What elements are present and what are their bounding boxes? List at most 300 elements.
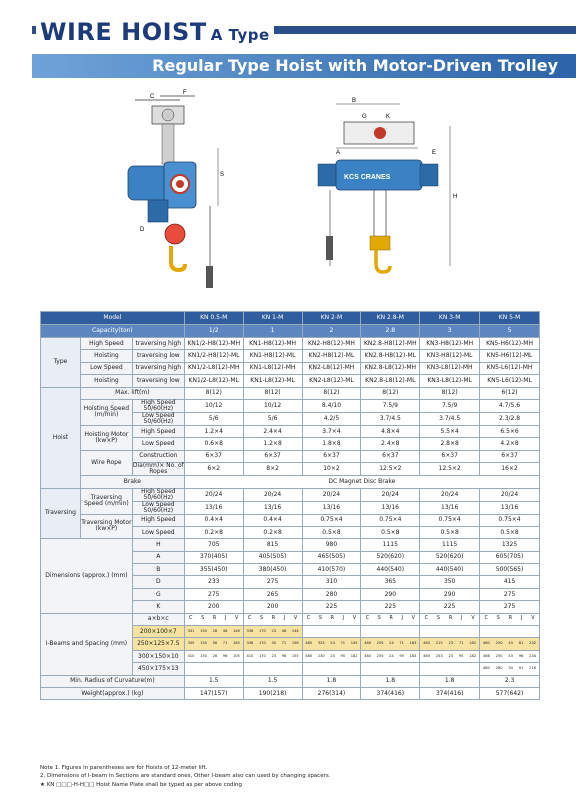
- value-cell: 20/24: [480, 488, 540, 501]
- ibeam-col-label: C: [247, 615, 252, 621]
- dim-label-d: D: [140, 227, 145, 233]
- value-cell: 233: [184, 576, 243, 588]
- row-label: Weight(approx.) (kg): [41, 687, 185, 699]
- value-cell: KN3-L8(12)-ML: [420, 375, 480, 387]
- row-label: Hoisting Speed (m/min): [80, 399, 132, 425]
- dim-label-e: E: [432, 150, 437, 156]
- ibeam-col-label: J: [401, 615, 403, 621]
- ibeam-value: 43: [508, 653, 513, 658]
- value-cell: KN2.8-H8(12)-MH: [361, 338, 420, 350]
- value-cell: 374(416): [361, 687, 420, 699]
- value-cell: 0.2×8: [243, 526, 302, 538]
- row-label: Hoisting Motor (kw×P): [80, 425, 132, 450]
- value-cell: 5.5×4: [420, 425, 480, 437]
- value-cell: 276(314): [302, 687, 361, 699]
- ibeam-value: 30: [271, 641, 277, 646]
- ibeam-value: 146: [232, 628, 240, 633]
- group-label: Type: [41, 338, 81, 388]
- row-sublabel: High Speed 50/60(Hz): [132, 399, 184, 412]
- ibeam-col-label: J: [224, 615, 227, 621]
- ibeam-cell: [243, 663, 302, 675]
- value-cell: 1115: [361, 539, 420, 551]
- type-row: [41, 338, 540, 350]
- ibeam-cell: [302, 663, 361, 675]
- ibeam-col-label: V: [411, 615, 415, 621]
- value-cell: 0.5×8: [480, 526, 540, 538]
- row-label: I-Beams and Spacing (mm): [41, 613, 133, 675]
- ibeam-value: 182: [469, 653, 477, 658]
- row-label: High Speed: [80, 338, 132, 350]
- value-cell: 12.5×2: [361, 463, 420, 476]
- ibeam-value: 280: [495, 666, 503, 671]
- value-cell: 4.8×4: [361, 425, 420, 437]
- value-cell: 8.4/10: [302, 399, 361, 412]
- value-cell: 20/24: [420, 488, 480, 501]
- ibeam-value: 336: [246, 641, 254, 646]
- value-cell: 13/16: [480, 501, 540, 514]
- value-cell: 6(12): [480, 387, 540, 399]
- ibeam-value: 71: [340, 641, 346, 646]
- value-cell: 10/12: [184, 399, 243, 412]
- row-label: Traversing Motor (kw×P): [80, 514, 132, 539]
- ibeam-value: 56: [212, 641, 218, 646]
- value-cell: 0.75×4: [420, 514, 480, 526]
- dim-label-a: A: [336, 150, 341, 156]
- value-cell: 380(450): [243, 564, 302, 576]
- value-cell: 410(570): [302, 564, 361, 576]
- ibeam-value: 253: [435, 653, 443, 658]
- value-cell: KN1/2-L8(12)-ML: [184, 375, 243, 387]
- ibeam-col-label: R: [330, 615, 334, 621]
- note-1: Note 1. Figures in parentheses are for Hoists of 12-meter lift.: [40, 765, 208, 771]
- value-cell: 1.2×8: [243, 438, 302, 450]
- ibeam-col-label: S: [436, 615, 440, 621]
- row-sublabel: Low Speed 50/60(Hz): [132, 501, 184, 514]
- note-3-text: KN □□□-H-H□□ Hoist Name Plate shall be typed as per above coding: [46, 781, 242, 788]
- value-cell: 200: [184, 601, 243, 613]
- min-radius-row: [41, 675, 540, 687]
- value-cell: 0.2×8: [184, 526, 243, 538]
- ibeam-cell: [302, 626, 361, 638]
- row-label: Traversing Speed (m/min): [80, 488, 132, 514]
- row-sublabel: Low Speed 50/60(Hz): [132, 412, 184, 425]
- value-cell: 577(642): [480, 687, 540, 699]
- value-cell: 225: [302, 601, 361, 613]
- row-label: Brake: [80, 476, 184, 488]
- value-cell: 10/12: [243, 399, 302, 412]
- value-cell: 20/24: [302, 488, 361, 501]
- ibeam-value: 466: [482, 653, 490, 658]
- ibeam-value: 232: [529, 641, 537, 646]
- capacity-cell: 2: [302, 325, 361, 338]
- value-cell: 225: [361, 601, 420, 613]
- hoist-drawings: [40, 86, 540, 296]
- ibeam-value: 480: [482, 666, 490, 671]
- ibeam-value: 150: [200, 628, 207, 633]
- value-cell: 0.75×4: [480, 514, 540, 526]
- value-cell: 440(540): [420, 564, 480, 576]
- ibeam-col-label: C: [365, 615, 370, 621]
- value-cell: 310: [302, 576, 361, 588]
- ibeam-col-label: C: [306, 615, 311, 621]
- row-sublabel: a×b×c: [132, 613, 184, 625]
- ibeam-cell: [480, 638, 540, 650]
- model-col: KN 3-M: [420, 312, 480, 325]
- ibeam-value: 170: [258, 641, 266, 646]
- type-row: [41, 350, 540, 362]
- value-cell: 2.8×8: [420, 438, 480, 450]
- ibeam-col-label: J: [342, 615, 345, 621]
- ibeam-value: 96: [281, 653, 287, 658]
- page-title: [36, 18, 274, 46]
- ibeam-cell: [302, 638, 361, 650]
- dim-label-s: S: [220, 172, 225, 178]
- capacity-cell: 1/2: [184, 325, 243, 338]
- note-2-text: 2. Dimensions of I-beam in Sections are standard ones, Other I-beam also can used by changing spacers.: [40, 773, 331, 780]
- value-cell: KN1-H8(12)-ML: [243, 350, 302, 362]
- ibeam-subheader: [361, 613, 420, 625]
- ibeam-col-label: S: [377, 615, 381, 621]
- ibeam-value: 250: [495, 641, 503, 646]
- value-cell: 8(12): [243, 387, 302, 399]
- value-cell: 2.4×4: [243, 425, 302, 437]
- value-cell: 3.7/4.5: [420, 412, 480, 425]
- ibeam-value: 95: [399, 653, 404, 658]
- ibeam-col-label: C: [484, 615, 488, 621]
- value-cell: 190(218): [243, 687, 302, 699]
- value-cell: 12.5×2: [420, 463, 480, 476]
- ibeam-cell: [243, 638, 302, 650]
- ibeam-value: 182: [469, 641, 477, 646]
- value-cell: 8(12): [420, 387, 480, 399]
- row-sublabel: K: [132, 601, 184, 613]
- ibeam-cell: [184, 626, 243, 638]
- ibeam-col-label: R: [389, 615, 393, 621]
- value-cell: 815: [243, 539, 302, 551]
- ibeam-value: 158: [291, 641, 299, 646]
- ibeam-value: 331: [187, 628, 195, 633]
- ibeam-cell: [480, 663, 540, 675]
- value-cell: 1.5: [184, 675, 243, 687]
- ibeam-value: 71: [222, 641, 228, 646]
- ibeam-size: 450×175×13: [132, 663, 184, 675]
- ibeam-col-label: S: [318, 615, 322, 621]
- ibeam-value: 24: [389, 653, 394, 658]
- ibeam-cell: [302, 650, 361, 662]
- value-cell: 6×37: [302, 450, 361, 462]
- value-cell: 705: [184, 539, 243, 551]
- value-cell: 2.4×8: [361, 438, 420, 450]
- value-cell: KN2.8-L8(12)-ML: [361, 375, 420, 387]
- value-cell: 6×37: [361, 450, 420, 462]
- value-cell: 0.75×4: [302, 514, 361, 526]
- value-cell: 5/6: [243, 412, 302, 425]
- capacity-cell: 3: [420, 325, 480, 338]
- brake-row: [41, 476, 540, 488]
- value-cell: KN2-L8(12)-MH: [302, 362, 361, 374]
- ibeam-value: 48: [222, 628, 228, 633]
- value-cell: KN3-H8(12)-ML: [420, 350, 480, 362]
- ibeam-value: 250: [495, 653, 503, 658]
- value-cell: KN1-L8(12)-MH: [243, 362, 302, 374]
- row-label: Hoisting: [80, 375, 132, 387]
- ibeam-header-row: [41, 613, 540, 625]
- value-cell: 4.2/5: [302, 412, 361, 425]
- value-cell: 16×2: [480, 463, 540, 476]
- value-cell: 7.5/9: [361, 399, 420, 412]
- value-cell: 0.75×4: [361, 514, 420, 526]
- dim-label-g: G: [362, 114, 367, 120]
- note-3: ★ KN □□□-H-H□□ Hoist Name Plate shall be typed as per above coding: [40, 781, 242, 788]
- ibeam-col-label: C: [189, 615, 193, 621]
- row-label: Wire Rope: [80, 450, 132, 475]
- value-cell: 0.5×8: [361, 526, 420, 538]
- page-header: [0, 0, 576, 82]
- ibeam-value: 23: [448, 641, 454, 646]
- value-cell: KN5-L6(12)-ML: [480, 375, 540, 387]
- ibeam-cell: [420, 638, 480, 650]
- row-label: Hoisting: [80, 350, 132, 362]
- traversing-speed-high-row: [41, 488, 540, 501]
- row-sublabel: D: [132, 576, 184, 588]
- value-cell: KN2-L8(12)-ML: [302, 375, 361, 387]
- ibeam-value: 410: [187, 653, 195, 658]
- value-cell: 275: [480, 588, 540, 600]
- value-cell: KN3-L8(12)-MH: [420, 362, 480, 374]
- dim-label-f: F: [183, 90, 187, 96]
- value-cell: 6×37: [420, 450, 480, 462]
- value-cell: 465(505): [302, 551, 361, 563]
- type-text: A Type: [211, 26, 274, 44]
- ibeam-cell: [361, 638, 420, 650]
- ibeam-col-label: S: [260, 615, 264, 621]
- ibeam-value: 144: [291, 628, 299, 633]
- ibeam-size: 300×150×10: [132, 650, 184, 662]
- ibeam-value: 460: [423, 653, 430, 658]
- weight-row: [41, 687, 540, 699]
- value-cell: 10×2: [302, 463, 361, 476]
- model-header-row: [41, 312, 540, 325]
- ibeam-value: 234: [529, 653, 537, 658]
- value-cell: 1.8: [361, 675, 420, 687]
- ibeam-value: 150: [200, 653, 207, 658]
- value-cell: 225: [420, 601, 480, 613]
- value-cell: 275: [480, 601, 540, 613]
- value-cell: 8(12): [302, 387, 361, 399]
- ibeam-value: 255: [376, 641, 384, 646]
- value-cell: 13/16: [302, 501, 361, 514]
- ibeam-value: 183: [409, 641, 417, 646]
- ibeam-subheader: [243, 613, 302, 625]
- value-cell: 1.8: [420, 675, 480, 687]
- model-col: KN 2-M: [302, 312, 361, 325]
- ibeam-value: 23: [271, 653, 277, 658]
- value-cell: 3.7×4: [302, 425, 361, 437]
- ibeam-value: 96: [222, 653, 228, 658]
- ibeam-value: 182: [350, 653, 358, 658]
- ibeam-cell: [361, 626, 420, 638]
- value-cell: 1.2×4: [184, 425, 243, 437]
- value-cell: 4.7/5.6: [480, 399, 540, 412]
- capacity-row: [41, 325, 540, 338]
- ibeam-value: 230: [317, 653, 325, 658]
- ibeam-value: 24: [330, 641, 335, 646]
- row-sublabel: Dia(mm)× No. of Ropes: [132, 462, 184, 476]
- ibeam-cell: [243, 650, 302, 662]
- value-cell: 13/16: [420, 501, 480, 514]
- ibeam-value: 165: [232, 641, 240, 646]
- capacity-header: Capacity(ton): [41, 325, 185, 338]
- ibeam-value: 95: [458, 653, 464, 658]
- ibeam-col-label: C: [424, 615, 429, 621]
- value-cell: 8(12): [361, 387, 420, 399]
- title-text: WIRE HOIST: [36, 18, 211, 46]
- value-cell: 415: [480, 576, 540, 588]
- ibeam-value: 24: [330, 653, 335, 658]
- row-label: Dimensions (approx.) (mm): [41, 539, 133, 613]
- value-cell: 0.6×8: [184, 438, 243, 450]
- value-cell: 0.4×4: [243, 514, 302, 526]
- max-lift-row: [41, 387, 540, 399]
- ibeam-value: 71: [458, 641, 464, 646]
- value-cell: 8(12): [184, 387, 243, 399]
- ibeam-value: 480: [305, 653, 313, 658]
- value-cell: 20/24: [361, 488, 420, 501]
- row-sublabel: High Speed: [132, 514, 184, 526]
- ibeam-col-label: V: [234, 615, 239, 621]
- value-cell: 4.2×8: [480, 438, 540, 450]
- ibeam-value: 95: [340, 653, 346, 658]
- value-cell: 0.4×4: [184, 514, 243, 526]
- row-sublabel: A: [132, 551, 184, 563]
- note-2: [40, 772, 330, 780]
- row-label: Max. lift(m): [80, 387, 184, 399]
- ibeam-value: 28: [212, 628, 218, 633]
- ibeam-cell: [243, 626, 302, 638]
- ibeam-cell: [361, 663, 420, 675]
- value-cell: 3.7/4.5: [361, 412, 420, 425]
- ibeam-cell: [184, 663, 243, 675]
- ibeam-value: 71: [399, 641, 404, 646]
- value-cell: 1115: [420, 539, 480, 551]
- row-sublabel: Low Speed: [132, 526, 184, 538]
- dim-label-h: H: [453, 194, 458, 200]
- ibeam-value: 96: [518, 653, 524, 658]
- ibeam-subheader: [302, 613, 361, 625]
- value-cell: KN1/2-H8(12)-ML: [184, 350, 243, 362]
- value-cell: 365: [361, 576, 420, 588]
- dim-label-b: B: [352, 98, 357, 104]
- value-cell: 6×2: [184, 463, 243, 476]
- value-cell: 2.3/2.8: [480, 412, 540, 425]
- value-cell: 980: [302, 539, 361, 551]
- value-cell: 275: [243, 576, 302, 588]
- value-cell: 275: [184, 588, 243, 600]
- ibeam-value: 336: [246, 628, 254, 633]
- ibeam-value: 255: [376, 653, 384, 658]
- value-cell: 0.5×8: [420, 526, 480, 538]
- ibeam-value: 105: [232, 653, 240, 658]
- ibeam-value: 170: [258, 653, 266, 658]
- value-cell: 290: [361, 588, 420, 600]
- ibeam-cell: [184, 650, 243, 662]
- model-col: KN 1-M: [243, 312, 302, 325]
- ibeam-col-label: J: [461, 615, 463, 621]
- rope-construction-row: [41, 450, 540, 462]
- value-cell: 13/16: [243, 501, 302, 514]
- value-cell: 1.8×8: [302, 438, 361, 450]
- value-cell: 6×37: [184, 450, 243, 462]
- ibeam-cell: [420, 626, 480, 638]
- value-cell: 374(416): [420, 687, 480, 699]
- ibeam-col-label: R: [212, 615, 217, 621]
- model-col: KN 2.8-M: [361, 312, 420, 325]
- value-cell: KN3-H8(12)-MH: [420, 338, 480, 350]
- ibeam-col-label: J: [283, 615, 286, 621]
- row-sublabel: High Speed: [132, 425, 184, 437]
- value-cell: 8×2: [243, 463, 302, 476]
- value-cell: KN1/2-L8(12)-MH: [184, 362, 243, 374]
- ibeam-col-label: V: [293, 615, 298, 621]
- value-cell: 1.8: [302, 675, 361, 687]
- capacity-cell: 2.8: [361, 325, 420, 338]
- ibeam-value: 325: [317, 641, 325, 646]
- value-cell: KN1/2-H8(12)-MH: [184, 338, 243, 350]
- ibeam-cell: [420, 663, 480, 675]
- value-cell: KN5-H6(12)-MH: [480, 338, 540, 350]
- ibeam-value: 145: [350, 641, 358, 646]
- value-cell: KN2.8-L8(12)-MH: [361, 362, 420, 374]
- value-cell: 13/16: [361, 501, 420, 514]
- ibeam-value: 81: [518, 641, 524, 646]
- ibeam-col-label: R: [508, 615, 513, 621]
- value-cell: 280: [302, 588, 361, 600]
- ibeam-col-label: S: [201, 615, 205, 621]
- dimension-row: [41, 539, 540, 551]
- ibeam-subheader: [480, 613, 540, 625]
- value-cell: KN5-L6(12)-MH: [480, 362, 540, 374]
- dim-label-k: K: [386, 114, 391, 120]
- ibeam-cell: [184, 638, 243, 650]
- value-cell: KN1-H8(12)-MH: [243, 338, 302, 350]
- row-sublabel: traversing high: [132, 362, 184, 374]
- hoisting-speed-high-row: [41, 399, 540, 412]
- subtitle-text: Regular Type Hoist with Motor-Driven Trolley: [152, 56, 558, 75]
- notes: [40, 764, 330, 789]
- value-cell: 500(565): [480, 564, 540, 576]
- ibeam-value: 170: [258, 628, 266, 633]
- front-view-drawing: [318, 98, 457, 272]
- ibeam-value: 48: [281, 628, 287, 633]
- row-sublabel: traversing low: [132, 375, 184, 387]
- ibeam-subheader: [420, 613, 480, 625]
- value-cell: 13/16: [184, 501, 243, 514]
- ibeam-cell: [420, 650, 480, 662]
- ibeam-value: 23: [271, 628, 277, 633]
- ibeam-value: 480: [305, 641, 313, 646]
- ibeam-cell: [361, 650, 420, 662]
- ibeam-size: 200×100×7: [132, 626, 184, 638]
- model-col: KN 0.5-M: [184, 312, 243, 325]
- value-cell: KN5-H6(12)-ML: [480, 350, 540, 362]
- value-cell: KN2-H8(12)-MH: [302, 338, 361, 350]
- model-col: KN 5-M: [480, 312, 540, 325]
- group-label: Hoist: [41, 387, 81, 488]
- ibeam-value: 460: [364, 641, 372, 646]
- type-row: [41, 362, 540, 374]
- ibeam-cell: [480, 650, 540, 662]
- ibeam-cell: [480, 626, 540, 638]
